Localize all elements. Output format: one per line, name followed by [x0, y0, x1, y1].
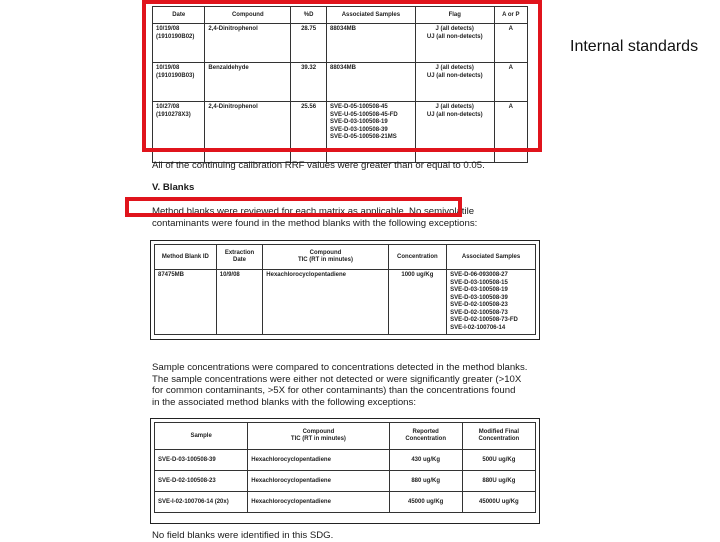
blanks-line-2: contaminants were found in the method blanks with the following exceptions: — [152, 217, 478, 229]
sample-header-sample: Sample — [155, 423, 248, 450]
sample-id-cell: SVE-I-02-100706-14 (20x) — [155, 492, 248, 513]
blank-conc-cell: 1000 ug/Kg — [388, 270, 447, 335]
cal-ap-cell: A — [494, 102, 527, 163]
cal-date-cell: 10/27/08 (1910278X3) — [153, 102, 205, 163]
blank-id-cell: 87475MB — [155, 270, 217, 335]
sample-line-4: in the associated method blanks with the following exceptions: — [152, 396, 416, 408]
blanks-line-1: Method blanks were reviewed for each matrix as applicable. No semivolatile — [152, 206, 475, 217]
sample-header-compound: Compound TIC (RT in minutes) — [248, 423, 389, 450]
sample-header-modified: Modified Final Concentration — [462, 423, 535, 450]
blank-header-date: Extraction Date — [216, 245, 263, 270]
sample-reported-cell: 430 ug/Kg — [389, 450, 462, 471]
cal-header-samples: Associated Samples — [327, 7, 416, 24]
table-row — [155, 270, 536, 335]
sample-compound-cell: Hexachlorocyclopentadiene — [248, 471, 389, 492]
field-blanks-note: No field blanks were identified in this SDG. — [152, 530, 334, 541]
blank-samples-cell: SVE-D-06-093008-27 SVE-D-03-100508-15 SVE-D-03-100508-19 SVE-D-03-100508-39 SVE-D-02-100508-23 SVE-D-02-100508-73 SVE-D-02-100508-73-FD SVE-I-02-100706-14 — [447, 270, 536, 335]
calibration-note: All of the continuing calibration RRF values were greater than or equal to 0.05. — [152, 160, 485, 171]
calibration-highlight-box — [142, 0, 542, 152]
blank-header-id: Method Blank ID — [155, 245, 217, 270]
blank-header-compound: Compound TIC (RT in minutes) — [263, 245, 388, 270]
sample-compound-cell: Hexachlorocyclopentadiene — [248, 450, 389, 471]
cal-flag-cell: J (all detects) UJ (all non-detects) — [415, 24, 494, 63]
sample-header-reported: Reported Concentration — [389, 423, 462, 450]
cal-compound-cell: 2,4-Dinitrophenol — [205, 24, 291, 63]
sample-line-2: The sample concentrations were either not detected or were significantly greater (>10X — [152, 373, 522, 385]
sample-reported-cell: 880 ug/Kg — [389, 471, 462, 492]
sample-modified-cell: 500U ug/Kg — [462, 450, 535, 471]
cal-header-pd: %D — [291, 7, 327, 24]
cal-compound-cell: 2,4-Dinitrophenol — [205, 102, 291, 163]
blanks-heading: V. Blanks — [152, 182, 195, 193]
cal-pd-cell: 39.32 — [291, 63, 327, 102]
internal-standards-label: Internal standards — [570, 38, 699, 55]
cal-pd-cell: 28.75 — [291, 24, 327, 63]
blank-compound-cell: Hexachlorocyclopentadiene — [263, 270, 388, 335]
sample-reported-cell: 45000 ug/Kg — [389, 492, 462, 513]
blank-header-conc: Concentration — [388, 245, 447, 270]
cal-header-compound: Compound — [205, 7, 291, 24]
cal-flag-cell: J (all detects) UJ (all non-detects) — [415, 102, 494, 163]
sample-paragraph — [152, 362, 527, 408]
cal-samples-cell: 88034MB — [327, 24, 416, 63]
sample-line-1: Sample concentrations were compared to concentrations detected in the method blanks. — [152, 362, 528, 373]
cal-ap-cell: A — [494, 63, 527, 102]
sample-modified-cell: 45000U ug/Kg — [462, 492, 535, 513]
table-row — [155, 492, 536, 513]
blank-header-samples: Associated Samples — [447, 245, 536, 270]
method-blank-table — [154, 244, 536, 335]
method-blanks-highlight-box — [125, 197, 462, 217]
sample-compound-cell: Hexachlorocyclopentadiene — [248, 492, 389, 513]
cal-compound-cell: Benzaldehyde — [205, 63, 291, 102]
cal-header-flag: Flag — [415, 7, 494, 24]
sample-modified-cell: 880U ug/Kg — [462, 471, 535, 492]
cal-pd-cell: 25.56 — [291, 102, 327, 163]
sample-concentration-table — [154, 422, 536, 513]
cal-date-cell: 10/19/08 (1910190B02) — [153, 24, 205, 63]
blank-date-cell: 10/9/08 — [216, 270, 263, 335]
cal-date-cell: 10/19/08 (1910190B03) — [153, 63, 205, 102]
table-row — [155, 471, 536, 492]
sample-id-cell: SVE-D-02-100508-23 — [155, 471, 248, 492]
sample-line-3: for common contaminants, >5X for other contaminants) than the concentrations found — [152, 385, 516, 396]
cal-flag-cell: J (all detects) UJ (all non-detects) — [415, 63, 494, 102]
table-row — [155, 450, 536, 471]
cal-header-ap: A or P — [494, 7, 527, 24]
cal-samples-cell: SVE-D-05-100508-45 SVE-U-05-100508-45-FD SVE-D-03-100508-19 SVE-D-03-100508-39 SVE-D-05-100508-21MS — [327, 102, 416, 163]
cal-ap-cell: A — [494, 24, 527, 63]
cal-samples-cell: 88034MB — [327, 63, 416, 102]
cal-header-date: Date — [153, 7, 205, 24]
sample-id-cell: SVE-D-03-100508-39 — [155, 450, 248, 471]
